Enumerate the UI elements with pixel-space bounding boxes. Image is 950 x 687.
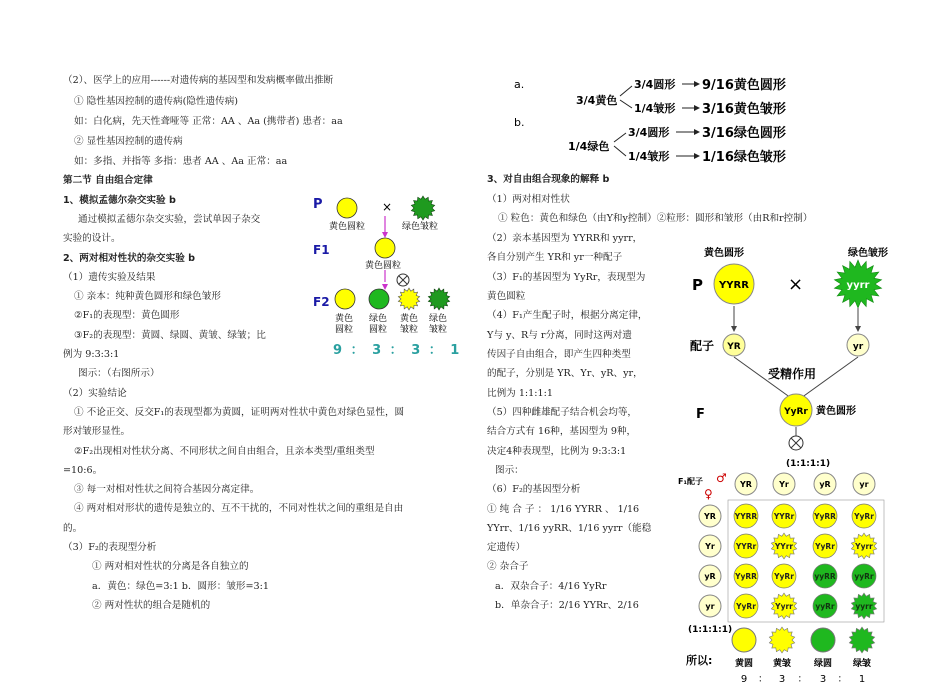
rtext-4: 各自分别产生 YR和 yr一种配子 — [487, 252, 623, 263]
rtext-22: b．单杂合子：2/16 YYRr、2/16 — [495, 600, 639, 611]
text-line-12: ① 亲本：纯种黄色圆形和绿色皱形 — [74, 291, 221, 302]
text-line-25: （3）F₂的表现型分析 — [63, 542, 157, 553]
tree-result-2: 3/16黄色皱形 — [702, 102, 786, 117]
tree-label-b: b. — [514, 116, 525, 129]
f2-label-3a: 黄色 — [400, 314, 419, 324]
gamete-label: 配子 — [690, 339, 715, 353]
text-line-19: 形对皱形显性。 — [63, 426, 131, 437]
f2-label-4a: 绿色 — [429, 314, 448, 324]
gamete-header: YR — [740, 480, 752, 489]
gamete-row-header: Yr — [705, 542, 715, 551]
punnett-cell-genotype: YYRR — [734, 512, 758, 521]
f1-label: F1 — [313, 243, 330, 257]
phenotype-label: 绿皱 — [852, 659, 872, 669]
rtext-2: ① 粒色：黄色和绿色（由Y和y控制）②粒形：圆形和皱形（由R和r控制） — [498, 213, 813, 224]
punnett-cell-genotype: YyRR — [735, 572, 757, 581]
rtext-14: 决定4种表现型，比例为 9:3:3:1 — [487, 446, 627, 457]
dihybrid-cross-diagram — [676, 240, 948, 686]
green-wrinkled-pea — [411, 196, 434, 220]
tree-result-3: 3/16绿色圆形 — [702, 126, 786, 141]
text-line-22: ③ 每一对相对性状之间符合基因分离定律。 — [74, 484, 260, 495]
tree-branch-3: 3/4圆形 — [628, 126, 670, 139]
punnett-cell-genotype: YyRr — [815, 542, 835, 551]
rtext-21: a．双杂合子：4/16 YyRr — [495, 581, 607, 592]
rtext-15: 图示： — [495, 465, 524, 476]
punnett-cell-genotype: YyRr — [736, 602, 756, 611]
phenotype-ratio: 9 — [740, 674, 748, 685]
text-line-9: 实验的设计。 — [63, 233, 121, 244]
male-symbol: ♂ — [716, 471, 727, 485]
gamete-row-header: yr — [705, 602, 715, 611]
punnett-cell-genotype: yyrr — [855, 602, 873, 611]
ratio-side: (1:1:1:1) — [688, 625, 733, 635]
tree-branch-4: 1/4皱形 — [628, 150, 670, 163]
text-line-13: ②F₁的表现型：黄色圆形 — [74, 310, 180, 321]
f1-pea — [375, 238, 395, 258]
text-line-17: （2）实验结论 — [63, 388, 127, 399]
phenotype-pea — [732, 628, 756, 652]
svg-text:：: ： — [837, 674, 848, 685]
tree-branch-2: 1/4皱形 — [634, 102, 676, 115]
yellow-pea — [337, 198, 357, 218]
f2-label-1a: 黄色 — [335, 314, 354, 324]
f2-green-wrinkled — [428, 288, 449, 310]
gamete-header: yr — [859, 480, 869, 489]
tree-branch-1: 3/4圆形 — [634, 78, 676, 91]
diagram-f1: F — [696, 407, 705, 422]
f2-label: F2 — [313, 295, 330, 309]
text-line-16: 图示：（右图所示） — [78, 368, 160, 379]
parent-yellow-label: 黄色圆粒 — [329, 222, 366, 232]
tree-parent-top: 3/4黄色 — [576, 94, 618, 107]
punnett-cell-genotype: YyRR — [814, 512, 836, 521]
rtext-6: 黄色圆粒 — [487, 291, 526, 302]
rtext-17: ① 纯 合 子 ： 1/16 YYRR 、 1/16 — [487, 504, 640, 515]
f2-label-4b: 皱粒 — [429, 325, 448, 335]
text-line-24: 的。 — [63, 523, 83, 534]
phenotype-label: 绿圆 — [813, 659, 833, 669]
probability-tree — [510, 72, 790, 172]
svg-text:：: ： — [797, 674, 808, 685]
left-cross-figure — [305, 188, 475, 360]
gamete-header: yR — [819, 480, 831, 489]
tree-result-4: 1/16绿色皱形 — [702, 150, 786, 165]
f1-pea-label: 黄色圆粒 — [365, 261, 402, 271]
rtext-13: 结合方式有 16种，基因型为 9种， — [487, 426, 637, 437]
f2-yellow-round — [335, 289, 355, 309]
text-line-4: ② 显性基因控制的遗传病 — [74, 136, 183, 147]
punnett-cell-genotype: yyRr — [854, 572, 874, 581]
parent-2-genotype: yyrr — [846, 280, 870, 291]
gamete-1: YR — [727, 342, 741, 352]
ratio-top: (1:1:1:1) — [786, 459, 831, 469]
punnett-cell-genotype: YyRr — [774, 572, 794, 581]
punnett-cell-genotype: YYRr — [735, 542, 757, 551]
text-line-15: 例为 9:3:3:1 — [63, 349, 120, 360]
section-heading: 第二节 自由组合定律 — [63, 175, 153, 186]
female-symbol: ♀ — [704, 487, 713, 501]
text-line-1: （2）、医学上的应用------对遗传病的基因型和发病概率做出推断 — [63, 75, 334, 86]
text-line-21: =10:6。 — [63, 465, 103, 476]
text-line-20: ②F₂出现相对性状分离、不同形状之间自由组合，且亲本类型/重组类型 — [74, 446, 375, 457]
f2-label-2b: 圆粒 — [369, 325, 388, 335]
f2-label-1b: 圆粒 — [335, 325, 354, 335]
rtext-20: ② 杂合子 — [487, 561, 529, 572]
rtext-7: （4）F₁产生配子时，根据分离定律， — [487, 310, 648, 321]
punnett-cell-genotype: YYrr — [774, 542, 794, 551]
label-green-wrinkled: 绿色皱形 — [848, 248, 888, 259]
tree-label-a: a. — [514, 78, 525, 91]
label-yellow-round: 黄色圆形 — [704, 248, 744, 259]
gamete-row-header: YR — [704, 512, 716, 521]
text-line-3: 如：白化病，先天性聋哑等 正常：AA 、Aa (携带者) 患者：aa — [74, 116, 343, 127]
f2-yellow-wrinkled — [398, 288, 419, 310]
phenotype-pea — [849, 627, 874, 653]
diagram-p: P — [692, 276, 703, 294]
heading-2: 2、两对相对性状的杂交实验 b — [63, 253, 196, 264]
phenotype-label: 黄皱 — [772, 659, 792, 669]
rtext-16: （6）F₂的基因型分析 — [487, 484, 581, 495]
tree-result-1: 9/16黄色圆形 — [702, 78, 786, 93]
punnett-cell-genotype: Yyrr — [855, 542, 873, 551]
text-line-28: ② 两对性状的组合是随机的 — [92, 600, 211, 611]
rtext-9: 传因子自由组合，即产生四种类型 — [487, 349, 631, 360]
text-line-14: ③F₂的表现型：黄圆、绿圆、黄皱、绿皱；比 — [74, 330, 266, 341]
phenotype-ratio: 3 — [778, 674, 786, 685]
f2-ratio: 9 ： 3 ： 3 ： 1 — [333, 343, 462, 358]
text-line-23: ④ 两对相对形状的遗传是独立的、互不干扰的，不同对性状之间的重组是自由 — [74, 503, 404, 514]
heading-1: 1、模拟孟德尔杂交实验 b — [63, 195, 176, 206]
punnett-cell-genotype: YyRr — [854, 512, 874, 521]
rtext-1: （1）两对相对性状 — [487, 194, 570, 205]
text-line-18: ① 不论正交、反交F₁的表现型都为黄圆，证明两对性状中黄色对绿色显性，圆 — [74, 407, 405, 418]
text-line-26: ① 两对相对性状的分离是各自独立的 — [92, 561, 249, 572]
phenotype-ratio: 3 — [819, 674, 827, 685]
punnett-square — [699, 473, 884, 622]
heading-3: 3、对自由组合现象的解释 b — [487, 174, 610, 185]
f2-label-2a: 绿色 — [369, 314, 388, 324]
gamete-2: yr — [852, 342, 864, 352]
parent-1-genotype: YYRR — [719, 280, 749, 291]
punnett-cell-genotype: yyRr — [815, 602, 835, 611]
f1-phenotype: 黄色圆形 — [816, 406, 856, 417]
text-line-11: （1）遗传实验及结果 — [63, 272, 156, 283]
f1-genotype: YyRr — [784, 407, 808, 417]
punnett-cell-genotype: YYRr — [773, 512, 795, 521]
text-line-27: a．黄色：绿色=3:1 b．圆形：皱形=3:1 — [92, 581, 269, 592]
svg-text:：: ： — [758, 674, 768, 685]
phenotype-ratio: 1 — [858, 674, 866, 685]
diagram-cross: × — [788, 274, 804, 295]
f1-gamete-label: F₁配子 — [678, 477, 703, 486]
p-label: P — [313, 197, 323, 212]
rtext-19: 定遗传） — [487, 542, 526, 553]
gamete-header: Yr — [779, 480, 789, 489]
rtext-3: （2）亲本基因型为 YYRR和 yyrr， — [487, 233, 643, 244]
phenotype-pea — [769, 627, 794, 653]
phenotype-label: 黄圆 — [734, 659, 754, 669]
so-label: 所以: — [686, 654, 713, 667]
rtext-12: （5）四种雌雄配子结合机会均等， — [487, 407, 638, 418]
tree-parent-bottom: 1/4绿色 — [568, 140, 610, 153]
phenotype-row — [732, 627, 875, 685]
f2-green-round — [369, 289, 389, 309]
phenotype-pea — [811, 628, 835, 652]
punnett-cell-genotype: Yyrr — [775, 602, 793, 611]
rtext-5: （3）F₁的基因型为 YyRr，表现型为 — [487, 272, 646, 283]
rtext-10: 的配子，分别是 YR、Yr、yR、yr， — [487, 368, 643, 379]
text-line-8: 通过模拟孟德尔杂交实验，尝试单因子杂交 — [78, 214, 261, 225]
rtext-11: 比例为 1:1:1:1 — [487, 388, 553, 399]
parent-green-label: 绿色皱粒 — [402, 222, 439, 232]
rtext-18: YYrr、1/16 yyRR、1/16 yyrr（能稳 — [487, 523, 652, 534]
rtext-8: Y与 y、R与 r分离，同时这两对遗 — [487, 330, 632, 341]
cross-symbol: × — [382, 200, 393, 214]
gamete-row-header: yR — [704, 572, 716, 581]
fertilization-label: 受精作用 — [768, 367, 817, 381]
punnett-cell-genotype: yyRR — [814, 572, 836, 581]
f2-label-3b: 皱粒 — [400, 325, 419, 335]
text-line-2: ① 隐性基因控制的遗传病(隐性遗传病) — [74, 96, 239, 107]
text-line-5: 如：多指、并指等 多指：患者 AA 、Aa 正常：aa — [74, 156, 288, 167]
